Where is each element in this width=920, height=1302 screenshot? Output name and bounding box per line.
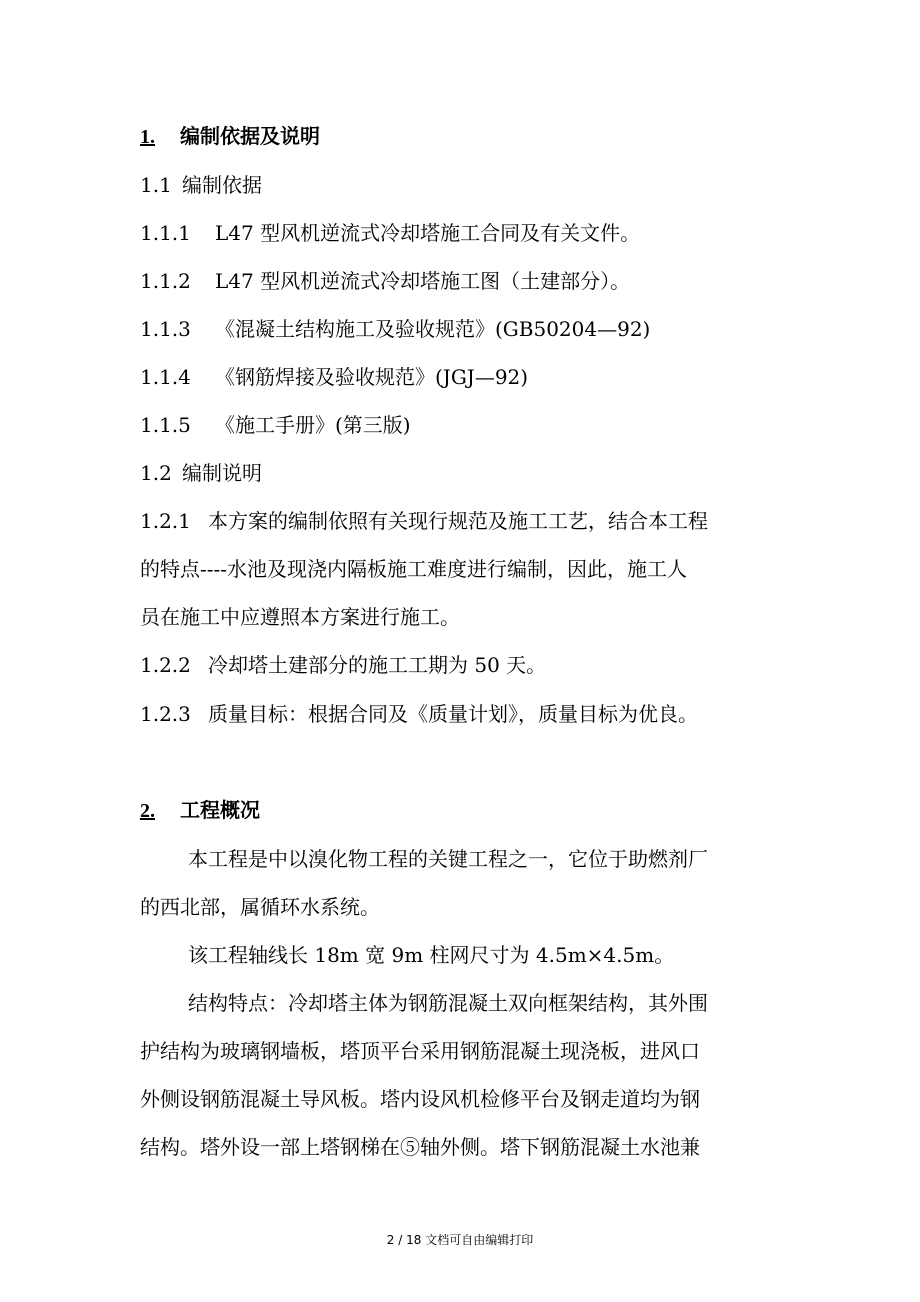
item-text: 《施工手册》(第三版) — [215, 413, 411, 437]
item-text: 本方案的编制依照有关现行规范及施工工艺，结合本工程 — [208, 509, 708, 533]
list-item — [140, 700, 800, 728]
item-text: 质量目标：根据合同及《质量计划》，质量目标为优良。 — [208, 702, 698, 726]
subsection-title: 编制说明 — [182, 461, 262, 485]
list-item — [140, 267, 800, 295]
list-item — [140, 363, 800, 391]
list-item — [140, 315, 800, 343]
item-number: 1.1.5 — [140, 413, 191, 437]
page-footer: 2 / 18 文档可自由编辑打印 — [386, 1233, 534, 1247]
subsection-number: 1.1 — [140, 173, 172, 197]
list-item — [140, 411, 800, 439]
list-item — [140, 219, 800, 247]
item-text: 《混凝土结构施工及验收规范》(GB50204—92) — [215, 317, 651, 341]
item-text: L47 型风机逆流式冷却塔施工合同及有关文件。 — [215, 221, 641, 245]
item-number: 1.2.3 — [140, 702, 191, 726]
subsection-title: 编制依据 — [182, 173, 262, 197]
paragraph-line: 结构。塔外设一部上塔钢梯在⑤轴外侧。塔下钢筋混凝土水池兼 — [140, 1135, 700, 1159]
item-number: 1.1.1 — [140, 221, 191, 245]
section-2-heading — [140, 796, 800, 825]
paragraph-line: 的西北部，属循环水系统。 — [140, 895, 380, 919]
paragraph-line: 员在施工中应遵照本方案进行施工。 — [140, 605, 460, 629]
section-title: 工程概况 — [180, 798, 260, 822]
subsection-1-2-heading — [140, 459, 800, 487]
paragraph-line: 外侧设钢筋混凝土导风板。塔内设风机检修平台及钢走道均为钢 — [140, 1087, 700, 1111]
item-number: 1.2.1 — [140, 509, 191, 533]
item-number: 1.2.2 — [140, 653, 191, 677]
section-1-heading — [140, 122, 800, 151]
section-number: 1. — [140, 126, 155, 148]
paragraph-line — [140, 507, 800, 535]
subsection-number: 1.2 — [140, 461, 172, 485]
item-text: 冷却塔土建部分的施工工期为 50 天。 — [208, 653, 547, 677]
paragraph-line: 本工程是中以溴化物工程的关键工程之一，它位于助燃剂厂 — [188, 847, 708, 871]
section-title: 编制依据及说明 — [180, 124, 320, 148]
list-item — [140, 651, 800, 679]
item-text: L47 型风机逆流式冷却塔施工图（土建部分）。 — [215, 269, 631, 293]
paragraph-line: 的特点----水池及现浇内隔板施工难度进行编制，因此，施工人 — [140, 557, 688, 581]
subsection-1-1-heading — [140, 171, 800, 199]
item-number: 1.1.2 — [140, 269, 191, 293]
paragraph-line: 结构特点：冷却塔主体为钢筋混凝土双向框架结构，其外围 — [188, 991, 708, 1015]
item-text: 《钢筋焊接及验收规范》(JGJ—92) — [215, 365, 529, 389]
item-number: 1.1.3 — [140, 317, 191, 341]
paragraph-line: 该工程轴线长 18m 宽 9m 柱网尺寸为 4.5m×4.5m。 — [188, 943, 675, 967]
section-number: 2. — [140, 800, 155, 822]
item-number: 1.1.4 — [140, 365, 191, 389]
paragraph-line: 护结构为玻璃钢墙板，塔顶平台采用钢筋混凝土现浇板，进风口 — [140, 1039, 700, 1063]
